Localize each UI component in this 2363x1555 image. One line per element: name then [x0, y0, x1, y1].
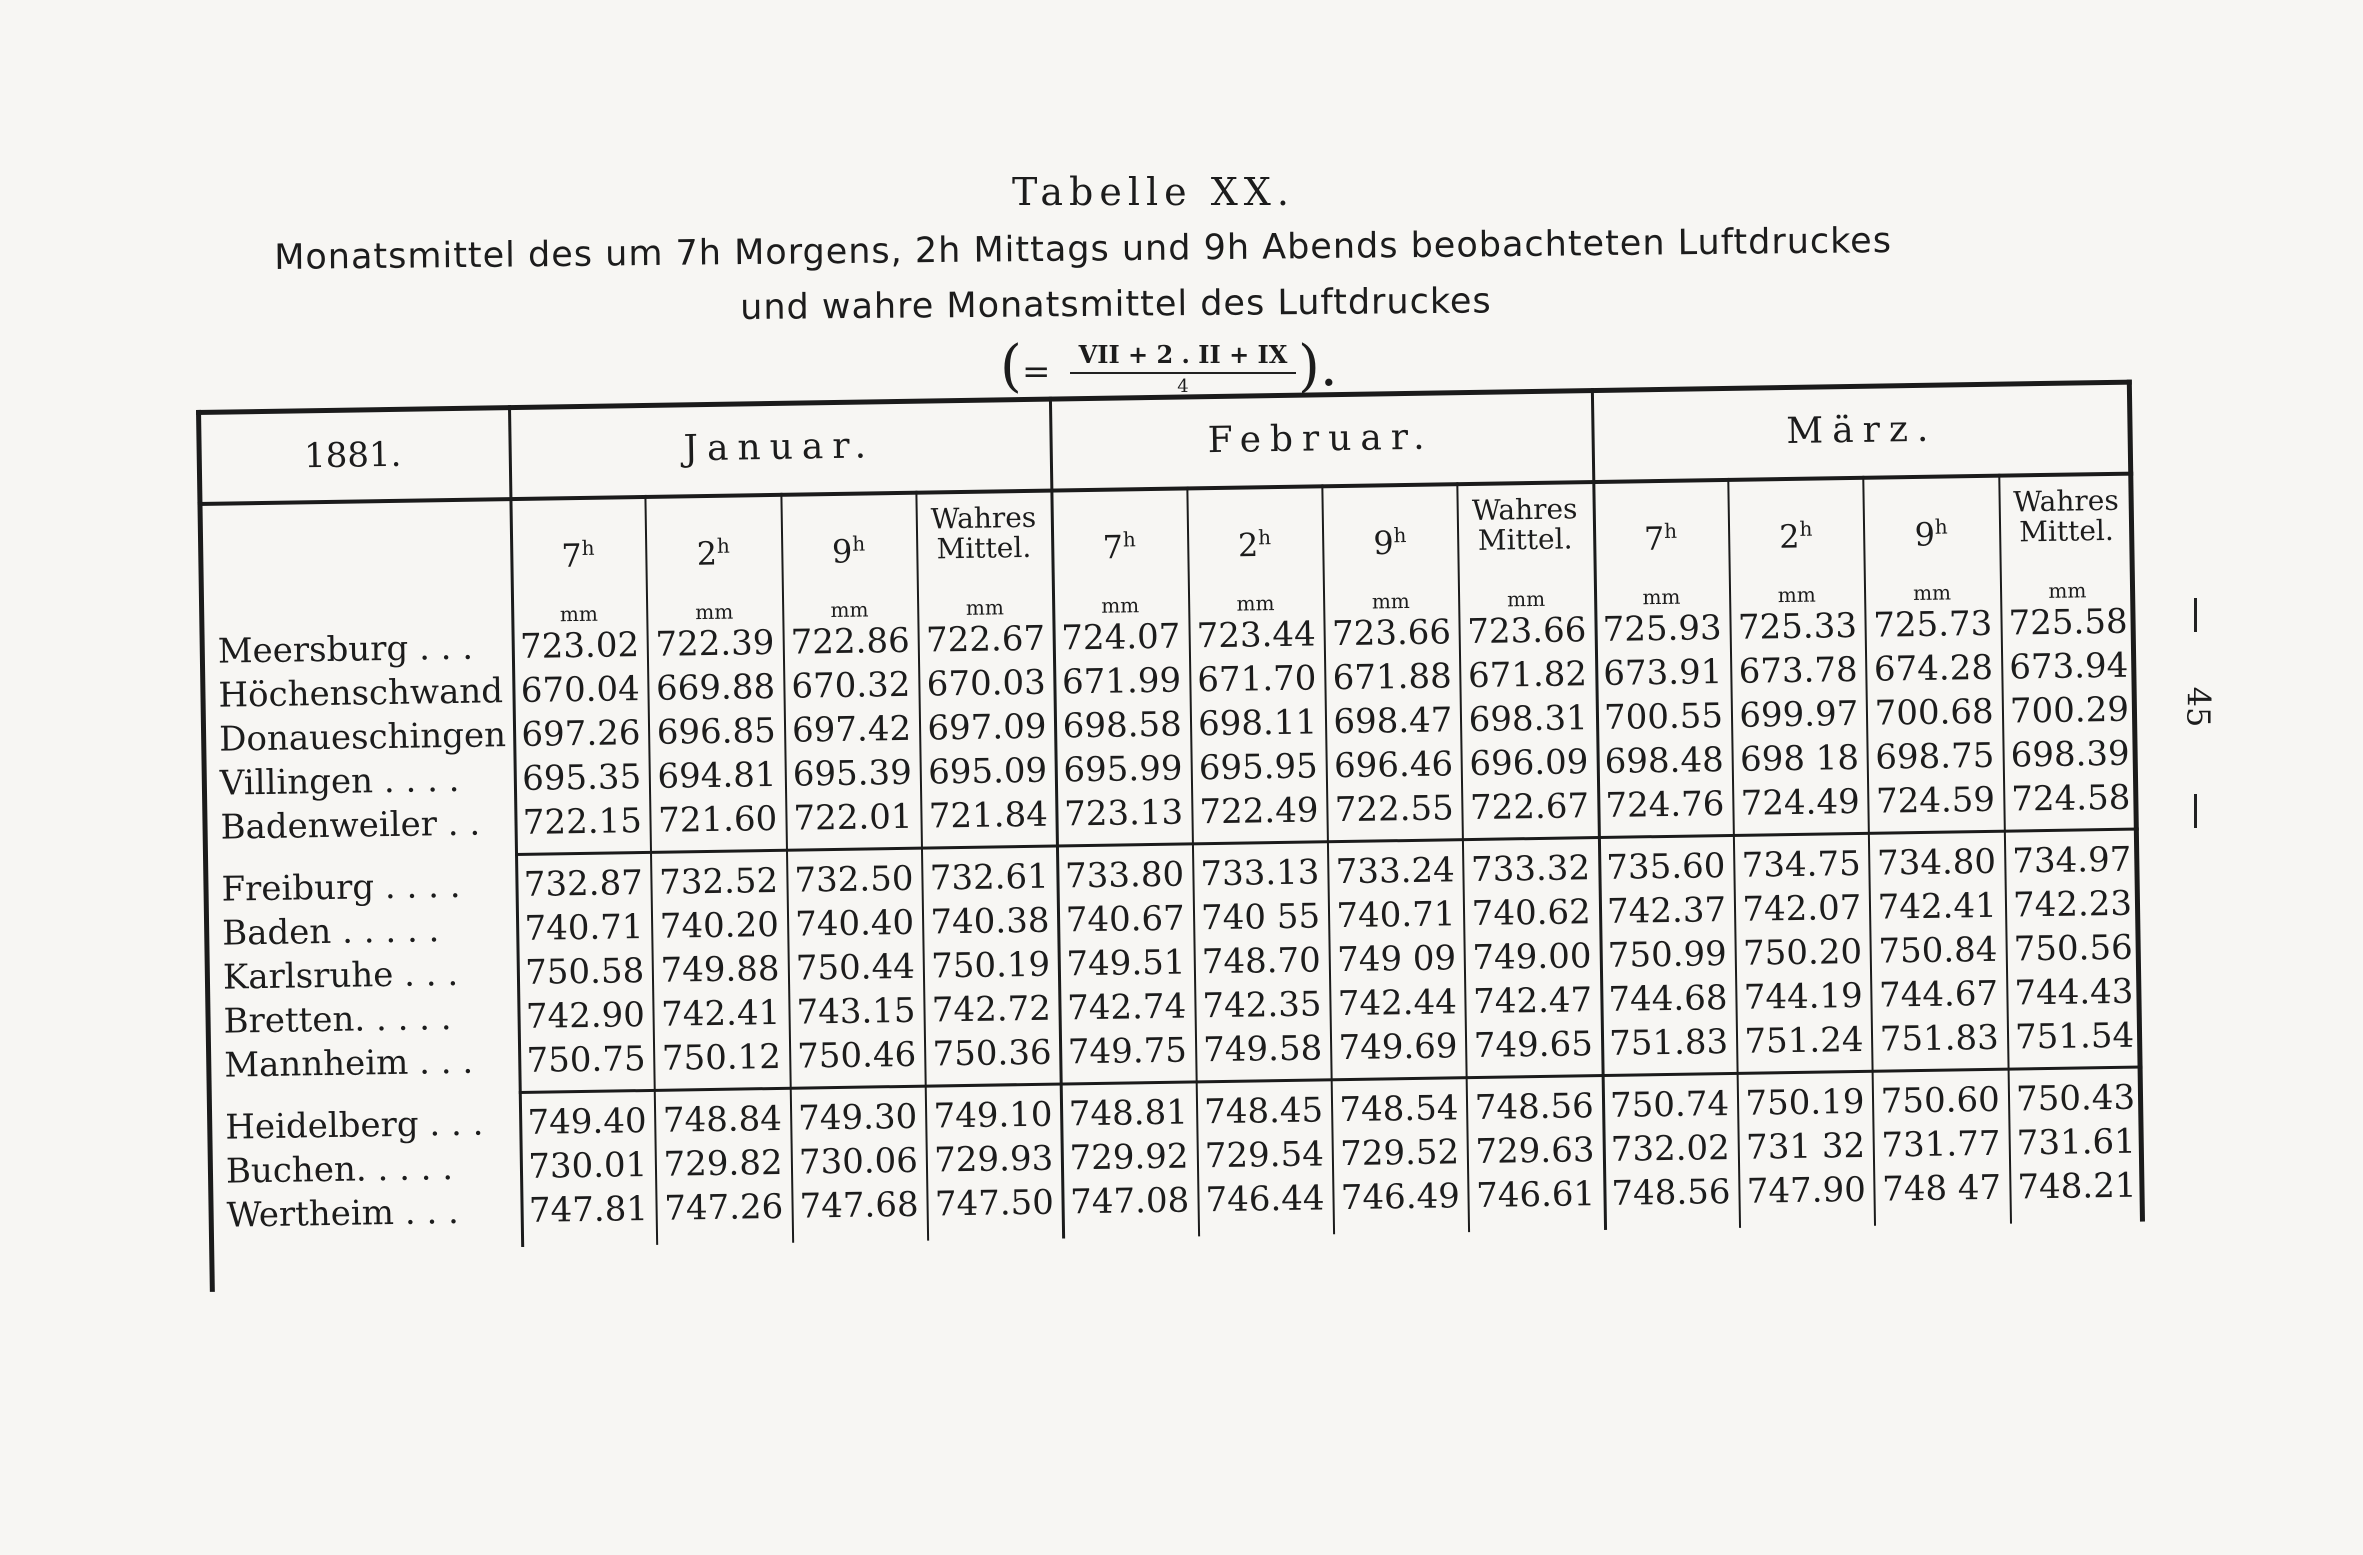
table-cell: 724.07: [1061, 616, 1181, 659]
station-name: Villingen . . . .: [219, 759, 460, 804]
col-header-hour-10: [1863, 514, 1999, 555]
table-cell: 748 47: [1881, 1167, 2002, 1210]
table-cell: 746.61: [1475, 1174, 1596, 1216]
table-cell: 742.74: [1066, 986, 1187, 1029]
col-header-wahres-11: [1998, 483, 2134, 549]
table-cell: 743.15: [796, 990, 916, 1033]
station-name: Karlsruhe . . .: [222, 953, 459, 998]
col-header-hour-2: [781, 531, 917, 572]
table-cell: 751.54: [2014, 1015, 2135, 1058]
table-cell: 671.88: [1332, 656, 1452, 699]
table-cell: 732.52: [658, 860, 779, 903]
table-cell: 750.43: [2015, 1077, 2136, 1120]
table-cell: 749.75: [1067, 1030, 1188, 1073]
table-cell: 749.51: [1066, 942, 1186, 985]
table-cell: 748.45: [1203, 1090, 1324, 1133]
table-cell: 722.55: [1334, 788, 1455, 831]
table-cell: 698.48: [1604, 740, 1724, 782]
table-cell: 695.99: [1063, 748, 1183, 791]
wahres-line-2: Mittel.: [2018, 513, 2114, 549]
table-cell: 742.47: [1472, 980, 1593, 1023]
table-cell: 723.66: [1467, 610, 1587, 653]
unit-label-6: mm: [1371, 588, 1410, 614]
table-cell: 748.84: [662, 1098, 783, 1141]
table-cell: 722.39: [655, 622, 775, 665]
table-cell: 674.28: [1873, 647, 1994, 690]
table-cell: 748.56: [1474, 1086, 1595, 1128]
table-cell: 742.72: [931, 988, 1052, 1031]
station-name: Freiburg . . . .: [221, 865, 461, 910]
table-cell: 742.41: [660, 992, 781, 1035]
table-cell: 750.44: [795, 946, 916, 989]
table-cell: 749.88: [660, 948, 780, 991]
table-cell: 733.13: [1200, 852, 1320, 895]
table-cell: 740.71: [524, 907, 644, 949]
table-cell: 732.02: [1610, 1128, 1731, 1170]
month-header-0: Januar.: [683, 425, 876, 470]
table-cell: 673.91: [1603, 652, 1723, 694]
table-cell: 722.15: [522, 801, 643, 843]
col-header-hour-1: [645, 533, 781, 574]
unit-label-11: mm: [2048, 578, 2087, 603]
table-cell: 742.35: [1202, 984, 1322, 1027]
table-cell: 740.71: [1336, 894, 1456, 937]
table-cell: 735.60: [1606, 846, 1726, 888]
col-header-hour-8: [1593, 518, 1729, 559]
unit-label-2: mm: [830, 597, 869, 623]
table-cell: 740.62: [1471, 892, 1592, 935]
table-cell: 670.32: [791, 664, 911, 707]
station-name: Meersburg . . .: [217, 627, 474, 672]
table-cell: 695.35: [521, 757, 642, 799]
table-cell: 748.54: [1339, 1088, 1459, 1131]
table-cell: 696.85: [656, 710, 777, 753]
station-name: Baden . . . . .: [221, 910, 440, 954]
table-cell: 747.68: [799, 1184, 919, 1227]
table-cell: 698.31: [1468, 698, 1588, 741]
table-cell: 748.21: [2017, 1165, 2137, 1208]
table-cell: 750.20: [1742, 931, 1863, 974]
table-cell: 749.30: [797, 1096, 918, 1139]
table-cell: 700.55: [1603, 696, 1724, 738]
table-cell: 750.74: [1609, 1084, 1730, 1126]
table-cell: 721.60: [657, 798, 778, 841]
table-cell: 694.81: [657, 754, 777, 797]
table-title: Tabelle XX.: [1012, 170, 1295, 214]
table-cell: 742.37: [1606, 890, 1727, 932]
table-cell: 750.75: [526, 1039, 646, 1081]
table-cell: 669.88: [655, 666, 776, 709]
table-cell: 729.93: [933, 1138, 1054, 1181]
table-cell: 722.49: [1199, 790, 1319, 833]
table-cell: 731.77: [1881, 1123, 2001, 1166]
unit-label-1: mm: [695, 599, 734, 625]
hour-superscript: h: [1663, 518, 1678, 543]
table-cell: 700.29: [2009, 689, 2130, 732]
table-cell: 740.67: [1065, 898, 1186, 941]
table-cell: 751.83: [1879, 1017, 2000, 1060]
table-cell: 673.94: [2008, 645, 2129, 688]
table-cell: 695.09: [927, 750, 1048, 793]
col-header-hour-9: [1728, 516, 1864, 557]
hour-number: 9: [831, 532, 853, 571]
col-header-hour-4: [1051, 526, 1187, 567]
table-cell: 750.36: [932, 1032, 1052, 1075]
table-cell: 725.73: [1872, 603, 1993, 646]
page-number-dash-top: [2194, 598, 2197, 632]
table-cell: 744.68: [1608, 978, 1728, 1020]
table-cell: 733.24: [1335, 850, 1456, 893]
table-cell: 734.97: [2012, 839, 2132, 882]
hour-number: 2: [1237, 525, 1259, 565]
table-cell: 750.19: [1745, 1081, 1865, 1124]
table-cell: 723.44: [1196, 614, 1316, 657]
year-label: 1881.: [303, 434, 402, 477]
station-name: Heidelberg . . .: [224, 1103, 484, 1148]
table-cell: 747.08: [1069, 1180, 1190, 1223]
table-cell: 722.67: [925, 618, 1046, 661]
unit-label-4: mm: [1101, 593, 1140, 618]
table-cell: 697.42: [791, 708, 912, 751]
table-cell: 744.67: [1878, 973, 1999, 1016]
station-name: Badenweiler . .: [220, 803, 481, 848]
pressure-table: [196, 380, 2146, 1292]
table-cell: 748.56: [1611, 1171, 1731, 1214]
station-name: Mannheim . . .: [223, 1041, 474, 1086]
heading-line-2: und wahre Monatsmittel des Luftdruckes: [740, 281, 1492, 328]
table-cell: 742.23: [2012, 883, 2133, 926]
hour-superscript: h: [1393, 523, 1407, 548]
wahres-line-1: Wahres: [930, 500, 1037, 536]
unit-label-8: mm: [1642, 584, 1681, 610]
table-cell: 749.10: [933, 1094, 1053, 1137]
table-cell: 749.65: [1473, 1024, 1594, 1067]
table-cell: 725.93: [1602, 608, 1722, 650]
table-cell: 742.44: [1337, 982, 1458, 1025]
table-cell: 730.06: [798, 1140, 919, 1183]
hour-superscript: h: [1934, 514, 1948, 539]
col-header-wahres-7: [1457, 494, 1593, 556]
unit-label-9: mm: [1777, 582, 1816, 608]
heading-line-1: Monatsmittel des um 7h Morgens, 2h Mittags und 9h Abends beobachteten Luftdruckes: [274, 221, 1893, 278]
table-cell: 733.80: [1064, 854, 1185, 897]
table-cell: 730.01: [527, 1145, 648, 1187]
table-cell: 698.39: [2010, 733, 2130, 776]
table-cell: 749 09: [1336, 938, 1457, 981]
table-cell: 748.70: [1201, 940, 1322, 983]
station-name: Donaueschingen: [218, 715, 507, 760]
table-cell: 723.02: [519, 625, 640, 667]
page-number-dash-bottom: [2194, 794, 2197, 828]
table-cell: 742.07: [1742, 887, 1862, 930]
table-cell: 733.32: [1470, 848, 1591, 891]
unit-label-0: mm: [559, 601, 599, 627]
table-left-rule: [196, 410, 215, 1292]
table-cell: 698.11: [1197, 702, 1318, 745]
table-cell: 697.09: [927, 706, 1047, 749]
table-cell: 698 18: [1739, 737, 1860, 780]
table-cell: 740.38: [930, 900, 1050, 943]
hour-number: 9: [1372, 523, 1394, 563]
unit-label-7: mm: [1506, 586, 1546, 612]
table-cell: 744.43: [2014, 971, 2134, 1014]
page-number-text: 45: [2179, 686, 2218, 728]
hour-number: 9: [1914, 515, 1936, 554]
table-cell: 722.67: [1469, 786, 1590, 829]
table-cell: 750.99: [1607, 934, 1728, 976]
unit-label-3: mm: [965, 595, 1005, 620]
table-cell: 725.58: [2008, 601, 2128, 644]
table-cell: 749.69: [1338, 1026, 1458, 1069]
table-cell: 723.66: [1331, 612, 1452, 655]
table-cell: 671.82: [1467, 654, 1588, 697]
wahres-line-2: Mittel.: [936, 530, 1032, 566]
station-name: Bretten. . . . .: [223, 998, 452, 1042]
hour-superscript: h: [716, 533, 730, 558]
table-cell: 742.41: [1877, 885, 1997, 928]
col-header-hour-6: [1322, 522, 1458, 563]
table-cell: 750.19: [930, 944, 1051, 987]
table-cell: 670.03: [926, 662, 1047, 705]
table-cell: 698.75: [1875, 735, 1995, 778]
unit-label-10: mm: [1912, 580, 1952, 606]
table-cell: 751.83: [1608, 1022, 1729, 1064]
table-cell: 740 55: [1200, 896, 1321, 939]
hour-superscript: h: [852, 531, 866, 556]
table-cell: 722.86: [790, 620, 911, 663]
table-cell: 732.61: [929, 856, 1050, 899]
table-cell: 695.39: [792, 752, 913, 795]
table-cell: 747.50: [934, 1182, 1055, 1225]
table-cell: 750.12: [661, 1036, 782, 1079]
wahres-line-1: Wahres: [2013, 483, 2119, 519]
table-cell: 722.01: [793, 796, 913, 839]
station-name: Wertheim . . .: [226, 1191, 460, 1236]
header-divider-rule: [197, 472, 2133, 506]
col-header-hour-0: [510, 535, 646, 576]
table-cell: 697.26: [521, 713, 641, 755]
table-cell: 729.52: [1339, 1132, 1460, 1175]
hour-number: 7: [561, 536, 583, 575]
table-cell: 724.58: [2011, 777, 2131, 820]
wahres-line-1: Wahres: [1471, 492, 1578, 527]
table-cell: 723.13: [1063, 792, 1184, 835]
table-cell: 724.76: [1605, 784, 1725, 826]
table-cell: 740.20: [659, 904, 780, 947]
table-cell: 724.59: [1875, 779, 1996, 822]
table-cell: 747.81: [528, 1189, 649, 1231]
formula-open-paren: (: [1000, 334, 1022, 399]
table-cell: 748.81: [1068, 1092, 1189, 1135]
table-cell: 744.19: [1743, 975, 1864, 1018]
table-cell: 732.87: [523, 863, 644, 905]
wahres-line-2: Mittel.: [1477, 522, 1573, 557]
table-cell: 750.60: [1880, 1079, 2001, 1122]
table-cell: 751.24: [1744, 1019, 1864, 1062]
table-cell: 742.90: [525, 995, 646, 1037]
table-cell: 734.75: [1741, 843, 1861, 886]
station-name: Höchenschwand: [218, 671, 504, 716]
table-cell: 746.44: [1205, 1178, 1325, 1221]
table-cell: 747.90: [1746, 1169, 1867, 1212]
hour-superscript: h: [1257, 525, 1272, 550]
table-cell: 729.82: [663, 1142, 783, 1185]
hour-number: 7: [1102, 528, 1124, 567]
hour-superscript: h: [581, 535, 595, 560]
table-cell: 750.56: [2013, 927, 2133, 970]
table-cell: 700.68: [1874, 691, 1994, 734]
station-name: Buchen. . . . .: [225, 1148, 454, 1192]
table-cell: 750.58: [524, 951, 645, 993]
table-cell: 671.70: [1197, 658, 1317, 701]
table-cell: 698.47: [1333, 700, 1453, 743]
table-cell: 749.00: [1472, 936, 1592, 979]
formula-equals: =: [1022, 352, 1051, 392]
col-header-hour-5: [1187, 524, 1323, 565]
table-cell: 671.99: [1061, 660, 1182, 703]
formula-close-paren: ).: [1298, 334, 1338, 399]
month-header-2: März.: [1786, 408, 1938, 453]
table-cell: 695.95: [1198, 746, 1319, 789]
table-cell: 740.40: [794, 902, 915, 945]
table-cell: 747.26: [663, 1186, 784, 1229]
table-cell: 725.33: [1737, 605, 1858, 648]
table-cell: 731 32: [1745, 1125, 1866, 1168]
col-header-wahres-3: [916, 500, 1052, 566]
hour-superscript: h: [1122, 527, 1136, 552]
table-cell: 729.63: [1475, 1130, 1595, 1172]
formula-numerator: VII + 2 . II + IX: [1078, 340, 1288, 369]
unit-label-5: mm: [1236, 591, 1275, 616]
table-cell: 721.84: [928, 794, 1049, 837]
table-cell: 699.97: [1739, 693, 1859, 736]
table-cell: 746.49: [1340, 1176, 1461, 1219]
table-cell: 673.78: [1738, 649, 1858, 692]
table-cell: 750.84: [1878, 929, 1998, 972]
month-header-1: Februar.: [1207, 416, 1434, 462]
table-cell: 696.09: [1469, 742, 1589, 785]
table-cell: 670.04: [520, 669, 641, 711]
table-cell: 729.54: [1204, 1134, 1325, 1177]
formula-fraction-bar: [1070, 372, 1296, 374]
table-cell: 729.92: [1069, 1136, 1189, 1179]
table-cell: 732.50: [794, 858, 914, 901]
table-cell: 750.46: [796, 1034, 917, 1077]
table-cell: 696.46: [1333, 744, 1454, 787]
hour-number: 2: [1778, 517, 1800, 556]
page-number: [2176, 598, 2216, 828]
table-cell: 724.49: [1740, 781, 1861, 824]
hour-number: 2: [696, 534, 718, 573]
hour-number: 7: [1643, 519, 1665, 558]
table-cell: 734.80: [1876, 841, 1997, 884]
formula-denominator: 4: [1177, 376, 1189, 397]
hour-superscript: h: [1799, 516, 1813, 541]
table-cell: 698.58: [1062, 704, 1183, 747]
table-cell: 731.61: [2016, 1121, 2137, 1164]
table-cell: 749.58: [1202, 1028, 1323, 1071]
table-cell: 749.40: [527, 1101, 647, 1143]
